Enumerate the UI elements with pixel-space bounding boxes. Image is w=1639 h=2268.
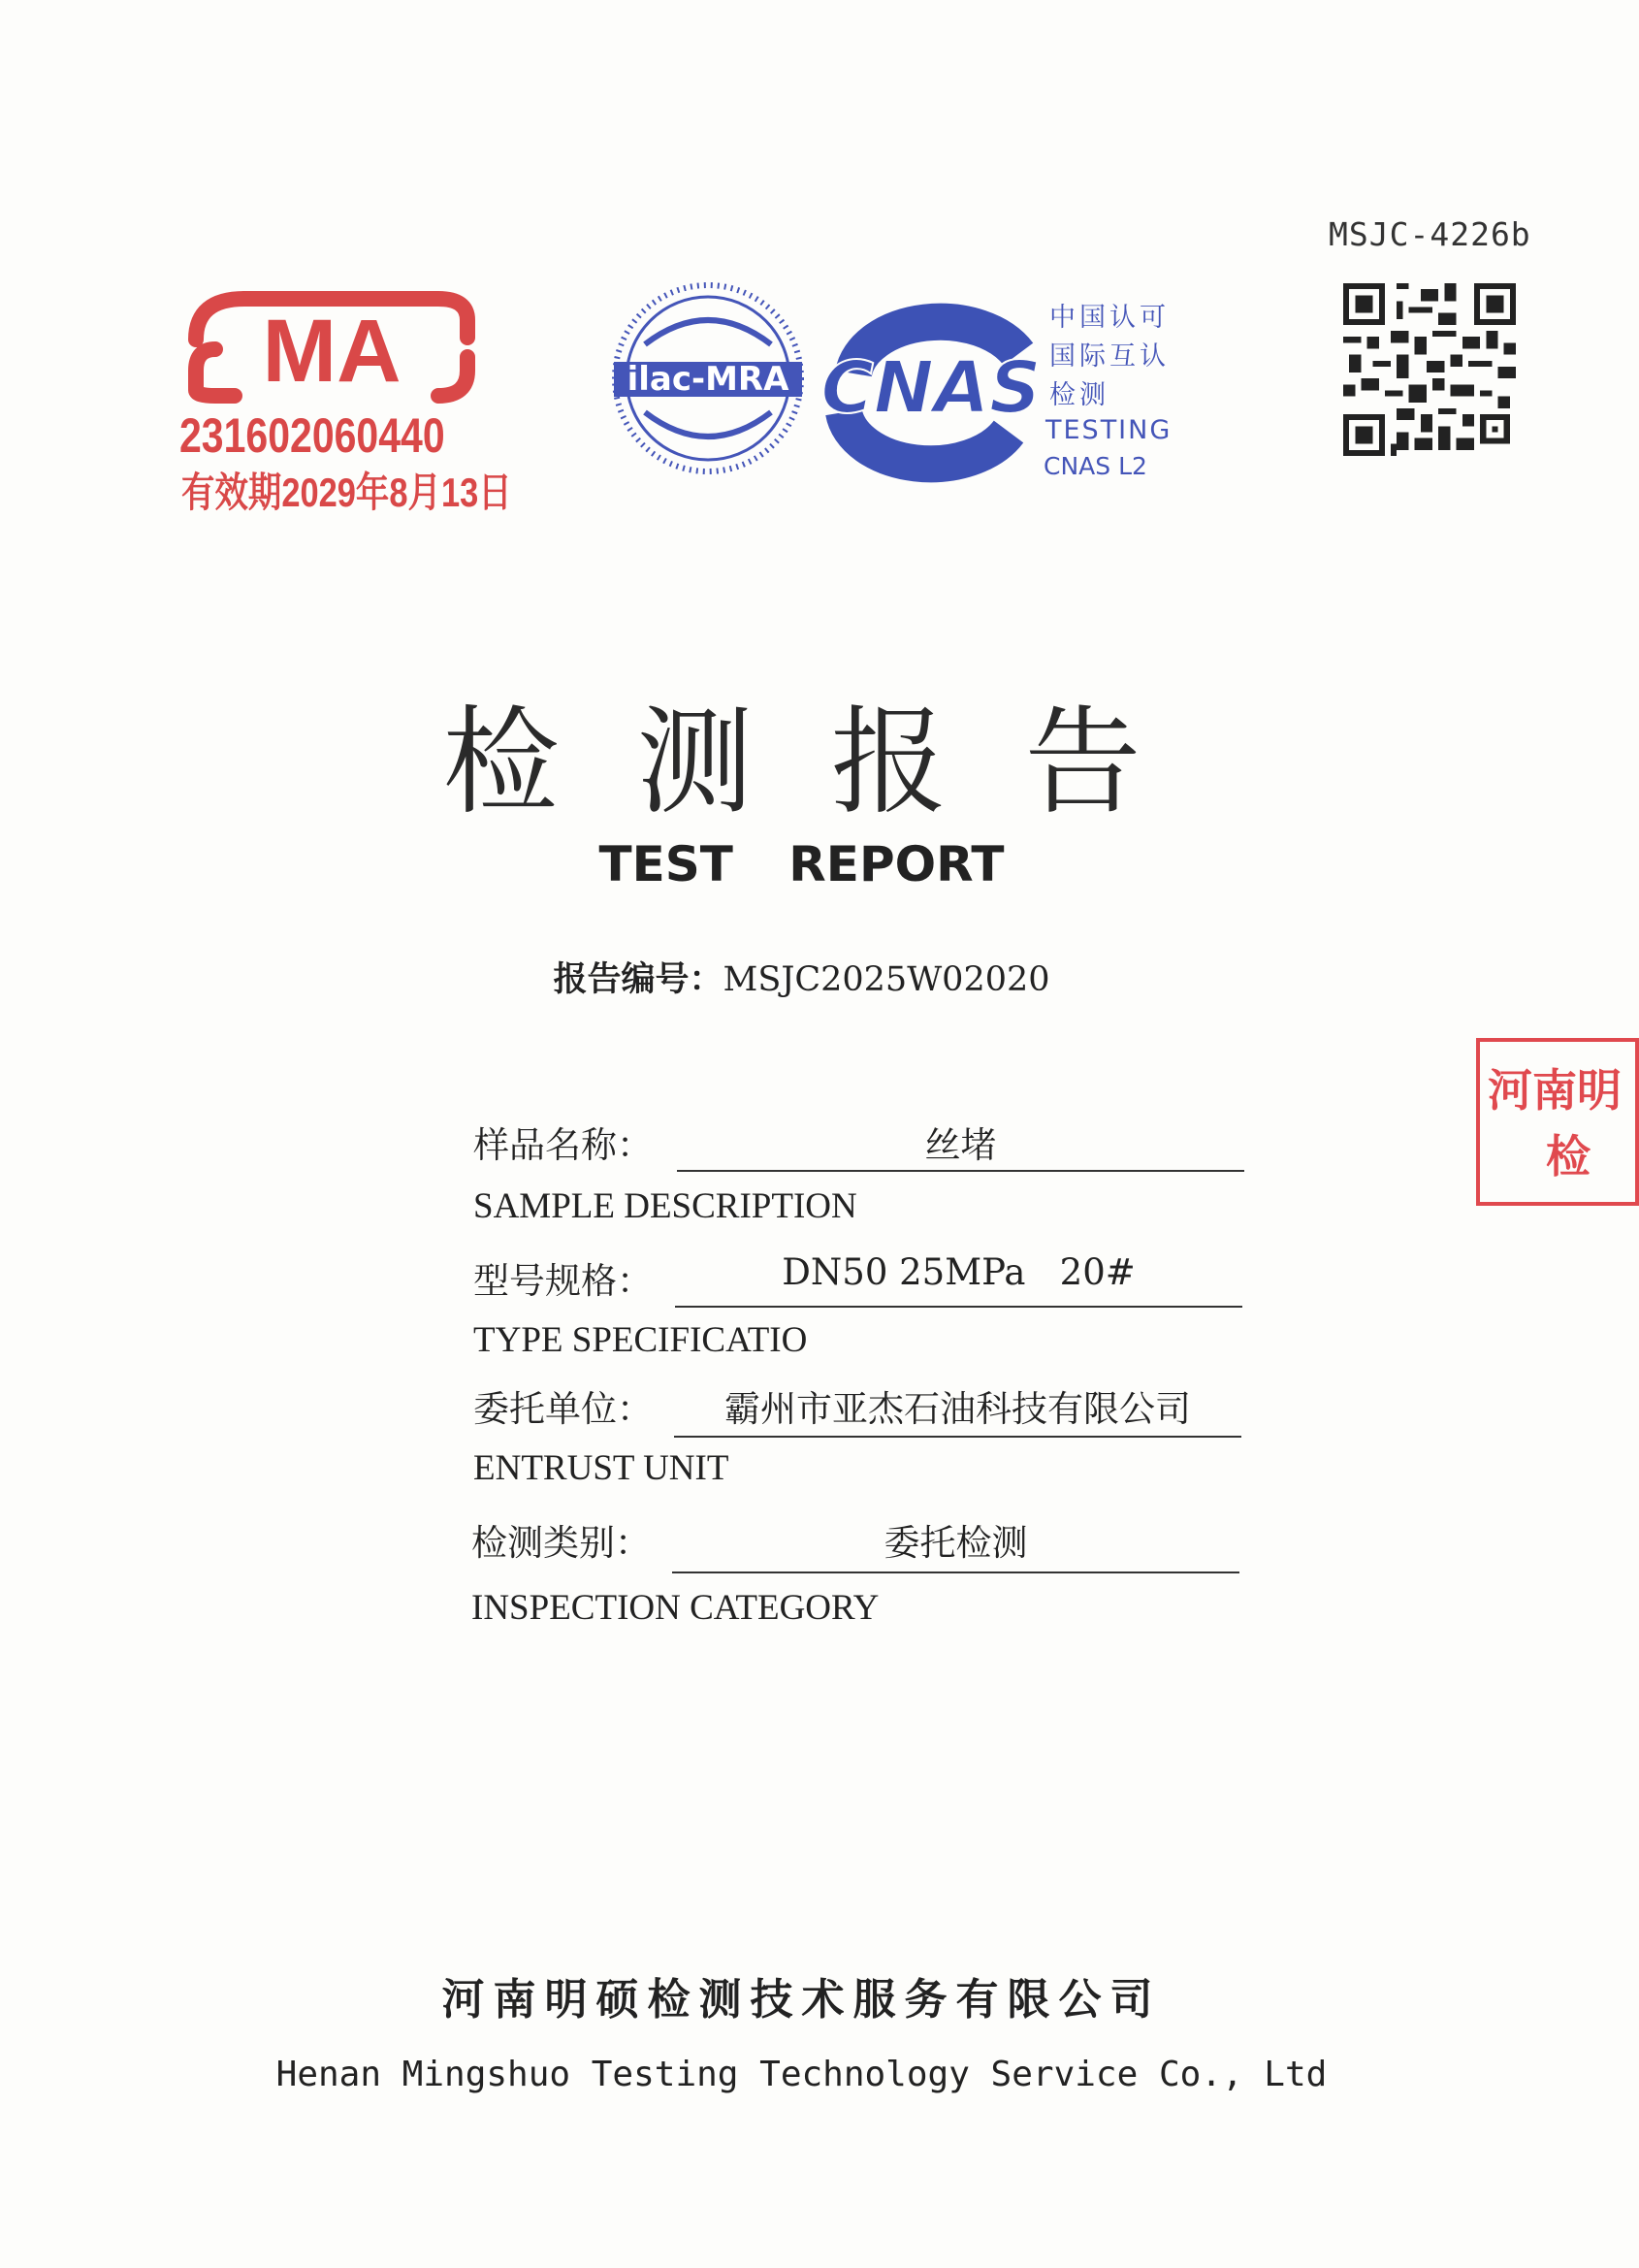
type-spec-label: 型号规格： bbox=[473, 1260, 653, 1302]
cma-validity: 有效期2029年8月13日 bbox=[181, 470, 512, 515]
cnas-label-2: 国际互认 bbox=[1049, 341, 1170, 372]
entrust-unit-underline bbox=[674, 1436, 1241, 1438]
type-specification-label: TYPE SPECIFICATIO bbox=[473, 1320, 808, 1360]
cma-number: 231602060440 bbox=[179, 408, 445, 463]
inspection-category-label: 检测类别： bbox=[471, 1522, 651, 1564]
sample-name-underline bbox=[677, 1170, 1244, 1172]
inspection-category-underline bbox=[672, 1571, 1239, 1573]
sample-name-label: 样品名称： bbox=[473, 1124, 653, 1166]
entrust-unit-label: 委托单位： bbox=[473, 1388, 653, 1430]
cnas-testing-label: TESTING bbox=[1045, 415, 1173, 445]
qr-code-icon[interactable] bbox=[1343, 283, 1516, 456]
inspection-category-value: 委托检测 bbox=[884, 1522, 1028, 1564]
report-number-label: 报告编号： bbox=[553, 960, 723, 999]
entrust-unit-en-label: ENTRUST UNIT bbox=[473, 1448, 729, 1488]
company-name-chinese: 河南明硕检测技术服务有限公司 bbox=[441, 1975, 1162, 2025]
cnas-number: CNAS L2 bbox=[1044, 452, 1147, 480]
title-chinese: 检测报告 bbox=[442, 696, 1219, 830]
report-number-value: MSJC2025W02020 bbox=[723, 960, 1050, 999]
inspection-stamp bbox=[1476, 1038, 1639, 1206]
type-spec-value: DN50 25MPa 20# bbox=[782, 1251, 1136, 1293]
stamp-text-2: 检 bbox=[1546, 1130, 1591, 1183]
cnas-text: CNAS bbox=[820, 346, 1042, 430]
ilac-text: ilac-MRA bbox=[627, 360, 789, 399]
inspection-category-en-label: INSPECTION CATEGORY bbox=[471, 1588, 880, 1628]
ma-letters: MA bbox=[262, 302, 402, 401]
cnas-logo-icon bbox=[815, 296, 1047, 480]
report-number bbox=[0, 953, 1603, 1001]
sample-name-value: 丝堵 bbox=[924, 1124, 997, 1166]
cnas-label-1: 中国认可 bbox=[1049, 303, 1170, 333]
document-code: MSJC-4226b bbox=[1329, 215, 1531, 253]
company-name-english: Henan Mingshuo Testing Technology Service Co., Ltd bbox=[275, 2055, 1328, 2094]
stamp-text-1: 河南明 bbox=[1488, 1064, 1622, 1117]
ilac-mra-logo-icon bbox=[606, 276, 810, 480]
sample-description-label: SAMPLE DESCRIPTION bbox=[473, 1186, 857, 1226]
title-english: TEST REPORT bbox=[598, 836, 1005, 892]
cnas-label-3: 检测 bbox=[1049, 380, 1109, 410]
entrust-unit-value: 霸州市亚杰石油科技有限公司 bbox=[724, 1388, 1191, 1430]
type-spec-underline bbox=[675, 1306, 1242, 1308]
